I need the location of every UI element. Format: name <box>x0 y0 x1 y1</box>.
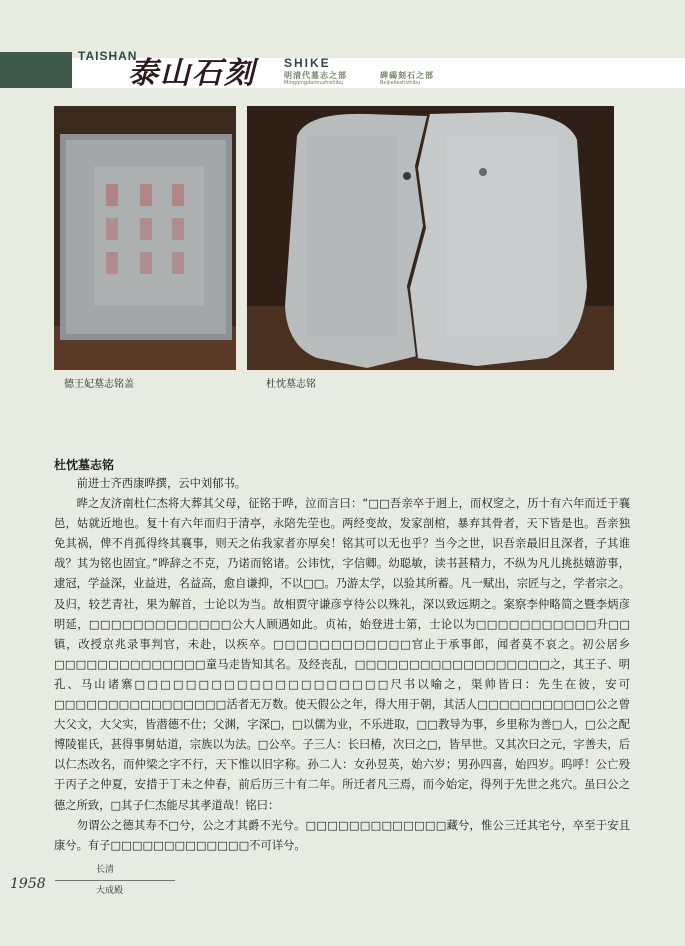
photo-epitaph-cover <box>54 106 236 370</box>
footer-location: 长清 <box>96 865 115 875</box>
header-subtitle-1-en: Mingqingdaimuzhizhibu <box>284 80 344 86</box>
footer-rule <box>55 880 175 881</box>
header-subtitle-2-en: Beijiekeshizhibu <box>380 80 421 86</box>
header-accent-block <box>0 52 72 88</box>
paragraph-main: 晔之友济南杜仁杰将大葬其父母，征铭于晔，泣而言曰：“□□吾亲卒于迥上，而权窆之，历十有六年而迁于襄邑，姑就近地也。复十有六年而归于清亭，永陪先茔也。两经变故，发家剖棺，暴弃其骨者，天下皆是也。吾亲独免其祸，俾不肖孤得终其襄事，则天之佑我家者亦厚矣！铭其可以无也乎？当今之世，识吾亲最旧且深者，子其谁哉？其为铭也固宜。”晔辞之不克，乃诺而铭诸。公讳忱，字信卿。幼聪敏，读书甚精力，不纵为凡儿挑挞嬉游事，逮冠，学益深，业益进，名益高，愈自谦抑，不以□□。乃游太学，以验其所蓄。凡一赋出，宗匠与之，学者宗之。及归，较艺青社，果为解首，士论以为当。故相贾守谦彦亨待公以殊礼，深以致远期之。案察李仲略简之暨李炳彦明延，□□□□□□□□□□□□□公大人顾遇如此。贞祐，始登进士第，士论以为□□□□□□□□□□□升□□镇，改授京兆录事判官，未赴，以疾卒。□□□□□□□□□□□□官止于承事郎，闻者莫不哀之。初公居乡□□□□□□□□□□□□□□童马走皆知其名。及经丧乱，□□□□□□□□□□□□□□□□□□之，其王子、明孔、马山诸寨□□□□□□□□□□□□□□□□□□□□尺书以喻之，渠帅皆曰：先生在彼，安可□□□□□□□□□□□□□□□□活者无万数。使天假公之年，得大用于朝，其活人□□□□□□□□□□□公之曾大父文，大父实，皆潜德不仕；父渊，字深□，□以儒为业，不乐进取，□□教导为事，乡里称为善□人，□公之配博陵崔氏，甚得事舅姑道，宗族以为法。□公卒。子三人：长曰椿，次曰之□，皆早世。又其次曰之元，字善夫，后以仁杰改名，而仲梁之字不行，天下惟以旧字称。孙二人：女孙昱英，始六岁；男孙四喜，始四岁。呜呼！公亡殁于丙子之仲夏，安措于丁未之仲春，前后历三十有二年。所迁者凡三焉，而今始定，得列于先世之兆穴。虽曰公之德之所致，□其子仁杰能尽其孝道哉！铭曰： <box>54 497 630 812</box>
paragraph-byline: 前进士齐西康晔撰，云中刘郁书。 <box>76 477 247 490</box>
header-tag-en2: SHIKE <box>284 56 331 70</box>
caption-right: 杜忱墓志铭 <box>266 379 316 390</box>
header-title: 泰山石刻 <box>128 56 256 91</box>
page-number: 1958 <box>10 876 46 892</box>
article-body <box>54 474 630 856</box>
header-subtitle-2: 碑碣刻石之部 <box>380 71 434 80</box>
header-subtitle-1: 明清代墓志之部 <box>284 71 347 80</box>
photo-epitaph-stele <box>247 106 614 370</box>
footer-site: 大成殿 <box>96 886 124 896</box>
epitaph-cover-image <box>54 106 236 370</box>
epitaph-stele-image <box>247 106 614 370</box>
caption-left: 德王妃墓志铭盖 <box>64 379 134 390</box>
section-title: 杜忱墓志铭 <box>54 458 115 472</box>
paragraph-inscription: 勿谓公之德其寿不□兮，公之才其爵不光兮。□□□□□□□□□□□□□藏兮，惟公三迁其宅兮，卒至于安且康兮。有子□□□□□□□□□□□□□不可详兮。 <box>54 818 630 852</box>
header-tag-en: TAISHAN <box>78 49 138 63</box>
